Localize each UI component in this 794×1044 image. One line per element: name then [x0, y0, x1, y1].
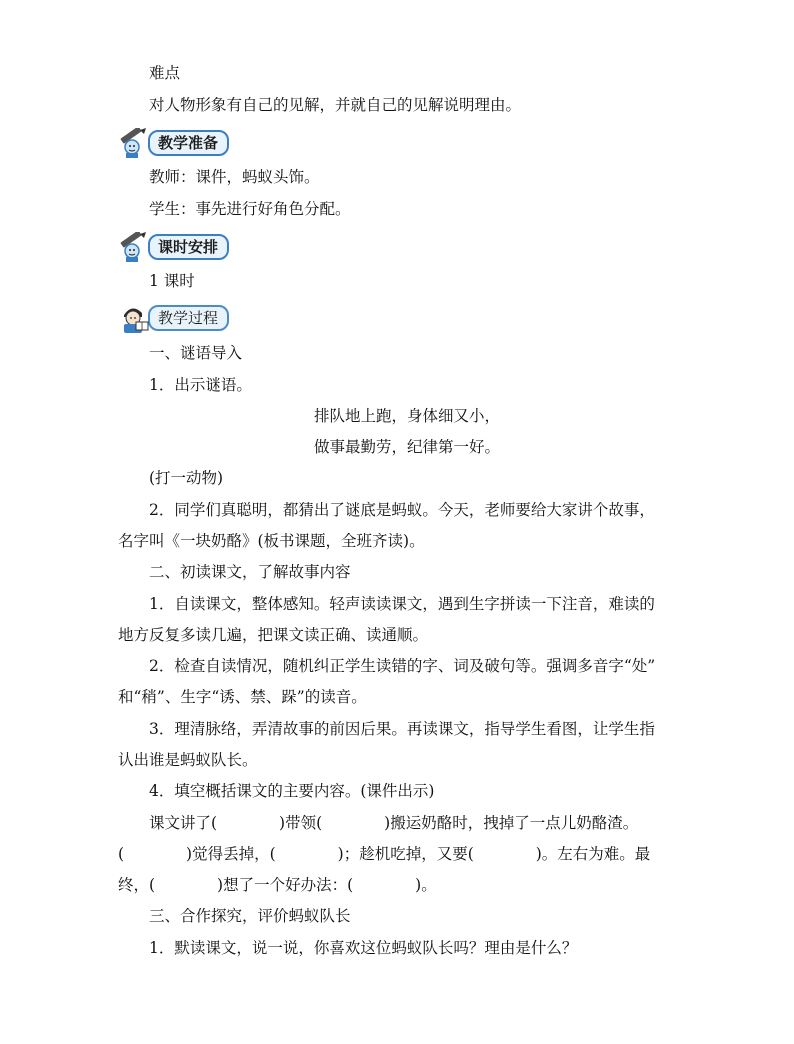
- difficulty-text: 对人物形象有自己的见解，并就自己的见解说明理由。: [149, 96, 522, 114]
- paragraph-line: 1．出示谜语。: [149, 376, 252, 394]
- pencil-figure-icon: [118, 128, 152, 158]
- schedule-badge: [118, 232, 229, 262]
- section-heading: 三、合作探究，评价蚂蚁队长: [149, 907, 351, 925]
- section-heading: 二、初读课文，了解故事内容: [149, 563, 351, 581]
- paragraph-line: 1．自读课文，整体感知。轻声读读课文，遇到生字拼读一下注音，难读的: [149, 595, 655, 613]
- fill-blank-line: ( )觉得丢掉，( )；趁机吃掉，又要( )。左右为难。最: [118, 845, 651, 863]
- paragraph-line: 3．理清脉络，弄清故事的前因后果。再读课文，指导学生看图，让学生指: [149, 720, 655, 738]
- process-badge-label: 教学过程: [148, 305, 229, 331]
- riddle-line: 做事最勤劳，纪律第一好。: [314, 438, 501, 456]
- fill-blank-line: 课文讲了( )带领( )搬运奶酪时，拽掉了一点儿奶酪渣。: [149, 814, 639, 832]
- section-heading: 一、谜语导入: [149, 344, 243, 362]
- paragraph-line: 4．填空概括课文的主要内容。(课件出示): [149, 782, 435, 800]
- riddle-line: 排队地上跑，身体细又小，: [314, 407, 501, 425]
- paragraph-line: 2．同学们真聪明，都猜出了谜底是蚂蚁。今天，老师要给大家讲个故事，: [149, 501, 655, 519]
- paragraph-line: 地方反复多读几遍，把课文读正确、读通顺。: [118, 626, 429, 644]
- riddle-hint: (打一动物): [149, 469, 224, 487]
- preparation-student: 学生：事先进行好角色分配。: [149, 200, 351, 218]
- paragraph-line: 和“稍”、生字“诱、禁、跺”的读音。: [118, 688, 367, 706]
- process-badge: [118, 303, 229, 333]
- preparation-badge-label: 教学准备: [148, 130, 229, 156]
- reading-boy-icon: [118, 303, 152, 333]
- paragraph-line: 认出谁是蚂蚁队长。: [118, 751, 258, 769]
- fill-blank-line: 终，( )想了一个好办法：( )。: [118, 876, 437, 894]
- schedule-text: 1 课时: [149, 272, 195, 290]
- paragraph-line: 名字叫《一块奶酪》(板书课题，全班齐读)。: [118, 532, 425, 550]
- paragraph-line: 2．检查自读情况，随机纠正学生读错的字、词及破句等。强调多音字“处”: [149, 657, 656, 675]
- preparation-teacher: 教师：课件，蚂蚁头饰。: [149, 168, 320, 186]
- difficulty-heading: 难点: [149, 64, 181, 82]
- paragraph-line: 1．默读课文，说一说，你喜欢这位蚂蚁队长吗？理由是什么？: [149, 939, 578, 957]
- pencil-figure-icon: [118, 232, 152, 262]
- schedule-badge-label: 课时安排: [148, 234, 229, 260]
- preparation-badge: [118, 128, 229, 158]
